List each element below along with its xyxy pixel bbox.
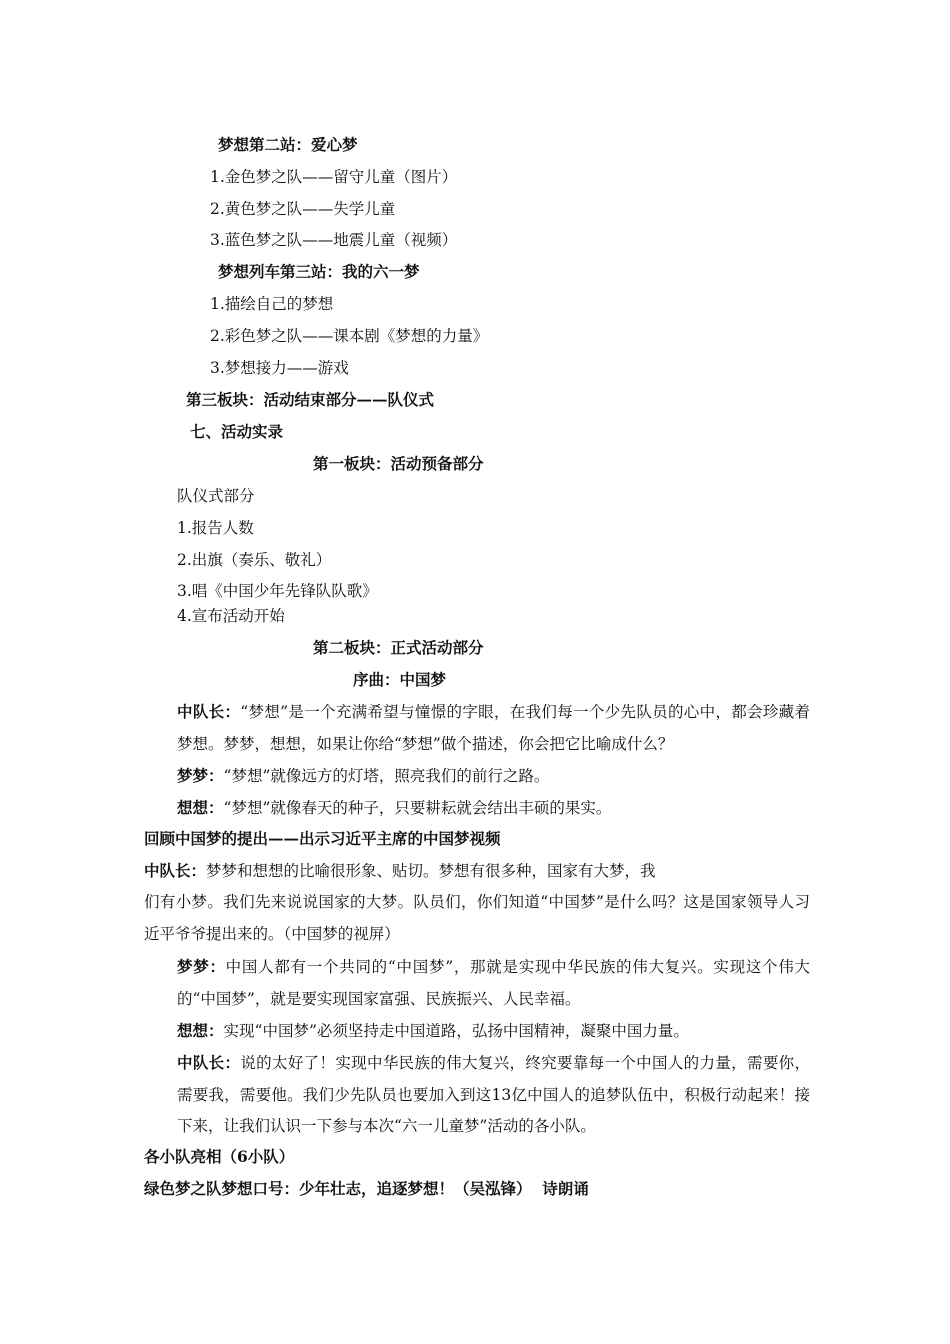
- paragraph-text: 说的太好了！实现中华民族的伟大复兴，终究要靠每一个中国人的力量，需要你，需要我，需要他。我们少先队员也要加入到这13亿中国人的追梦队伍中，积极行动起来！接下来，让我们认识一下参与本次“六一儿童梦”活动的各小队。: [177, 1054, 810, 1135]
- station3-title: 梦想列车第三站：我的六一梦: [218, 262, 420, 281]
- teams-title: 各小队亮相（6小队）: [144, 1147, 295, 1166]
- paragraph-captain-2-rest: [144, 887, 810, 950]
- block2-title: 第二板块：正式活动部分: [313, 638, 484, 657]
- speaker-label: 想想：: [177, 1021, 224, 1040]
- block1-item-3: 3.唱《中国少年先锋队队歌》: [177, 582, 378, 600]
- block1-title: 第一板块：活动预备部分: [313, 454, 484, 473]
- station2-item-2: 2.黄色梦之队——失学儿童: [210, 200, 396, 218]
- station3-item-1: 1.描绘自己的梦想: [210, 295, 334, 313]
- speaker-label: 梦梦：: [177, 957, 226, 976]
- review-title: 回顾中国梦的提出——出示习近平主席的中国梦视频: [144, 829, 501, 848]
- block1-item-2: 2.出旗（奏乐、敬礼）: [177, 551, 332, 569]
- prelude-title: 序曲：中国梦: [353, 670, 447, 689]
- station3-item-3: 3.梦想接力——游戏: [210, 359, 349, 377]
- paragraph-text: “梦想”就像远方的灯塔，照亮我们的前行之路。: [223, 767, 550, 785]
- paragraph-xiangxiang-1: [144, 792, 810, 825]
- station2-item-1: 1.金色梦之队——留守儿童（图片）: [210, 168, 458, 186]
- paragraph-mengmeng-2: [144, 951, 810, 1015]
- paragraph-text: 梦梦和想想的比喻很形象、贴切。梦想有很多种，国家有大梦，我: [206, 862, 656, 880]
- green-team-slogan: 绿色梦之队梦想口号：少年壮志，追逐梦想！（吴泓锋） 诗朗诵: [144, 1179, 589, 1198]
- paragraph-text: “梦想”是一个充满希望与憧憬的字眼，在我们每一个少先队员的心中，都会珍藏着梦想。梦梦，想想，如果让你给“梦想”做个描述，你会把它比喻成什么？: [177, 703, 810, 753]
- block1-intro: 队仪式部分: [177, 487, 255, 505]
- speaker-label: 中队长：: [177, 702, 241, 721]
- paragraph-text: 们有小梦。我们先来说说国家的大梦。队员们，你们知道“中国梦”是什么吗？这是国家领导人习近平爷爷提出来的。（中国梦的视屏）: [144, 893, 810, 943]
- block1-item-1: 1.报告人数: [177, 519, 254, 537]
- paragraph-text: “梦想”就像春天的种子，只要耕耘就会结出丰硕的果实。: [223, 799, 612, 817]
- block3-title: 第三板块：活动结束部分——队仪式: [186, 390, 435, 409]
- station2-item-3: 3.蓝色梦之队——地震儿童（视频）: [210, 231, 458, 249]
- paragraph-mengmeng-1: [144, 760, 810, 793]
- paragraph-text: 中国人都有一个共同的“中国梦”，那就是实现中华民族的伟大复兴。实现这个伟大的“中国梦”，就是要实现国家富强、民族振兴、人民幸福。: [177, 958, 810, 1008]
- paragraph-captain-3: [144, 1047, 810, 1143]
- paragraph-text: 实现“中国梦”必须坚持走中国道路，弘扬中国精神，凝聚中国力量。: [223, 1022, 689, 1040]
- speaker-label: 想想：: [177, 798, 224, 817]
- speaker-label: 中队长：: [177, 1053, 241, 1072]
- station3-item-2: 2.彩色梦之队——课本剧《梦想的力量》: [210, 327, 489, 345]
- speaker-label: 梦梦：: [177, 766, 224, 785]
- paragraph-xiangxiang-2: [144, 1015, 810, 1048]
- paragraph-captain-2-line1: [144, 860, 656, 882]
- station2-title: 梦想第二站：爱心梦: [218, 135, 358, 154]
- paragraph-captain-1: [144, 696, 810, 760]
- part7-title: 七、活动实录: [190, 422, 284, 441]
- block1-item-4: 4.宣布活动开始: [177, 607, 285, 625]
- speaker-label: 中队长：: [144, 861, 207, 880]
